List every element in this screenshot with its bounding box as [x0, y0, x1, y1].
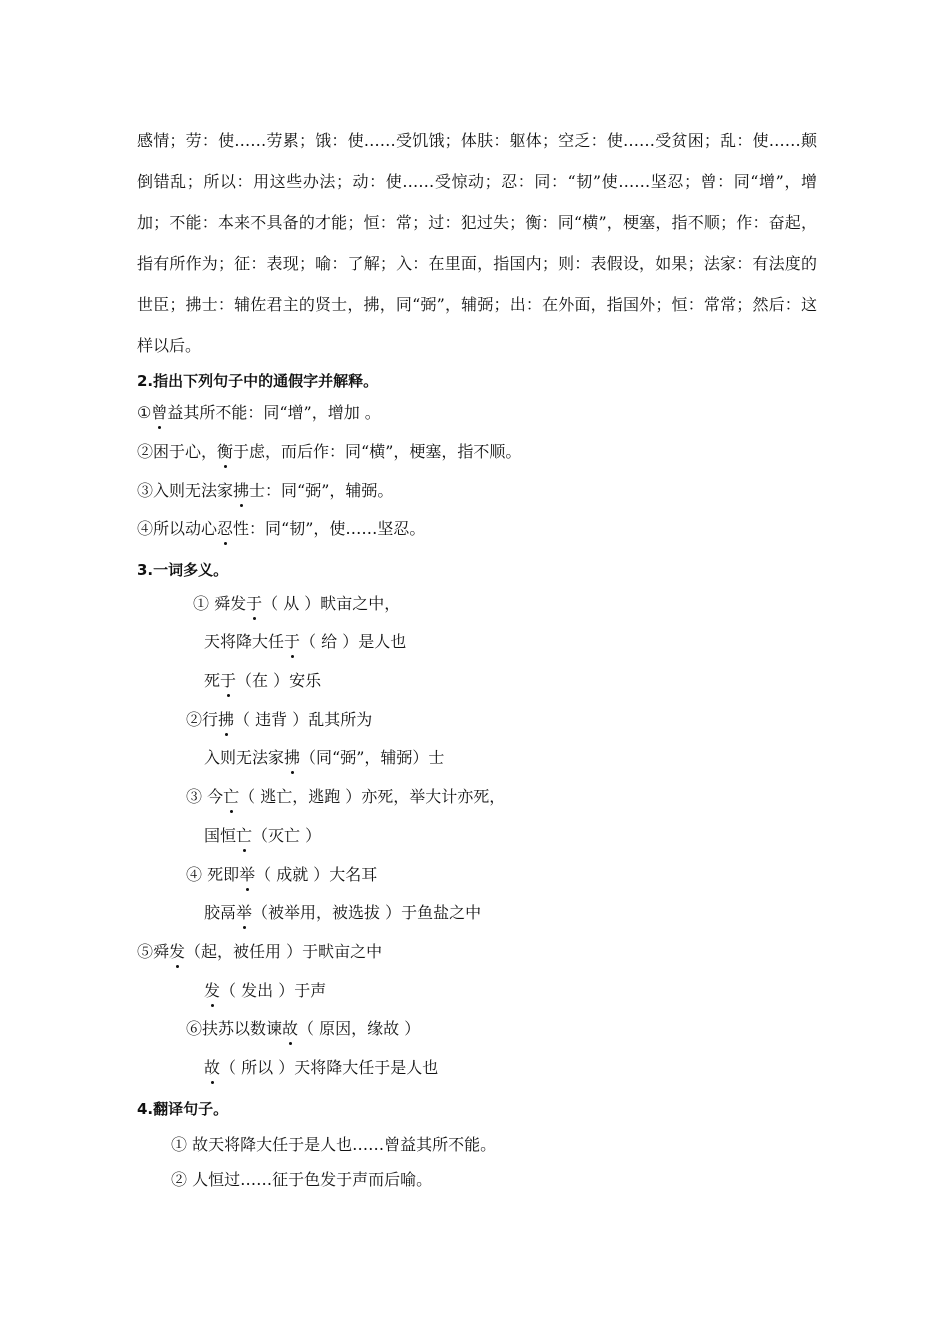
line-text-post: （ 违背 ）乱其所为	[234, 710, 373, 729]
q4-item-2: ② 人恒过……征于色发于声而后喻。	[171, 1170, 433, 1189]
item-text-post: 士：同“弼”，辅弼。	[249, 481, 394, 500]
item-number: ③	[137, 481, 154, 500]
dotted-char: 曾	[151, 403, 168, 422]
q3-heading: 3.一词多义。	[137, 561, 229, 579]
line-text-pre: 死	[204, 671, 221, 690]
q3-line-7	[204, 826, 321, 846]
dotted-char: 拂	[284, 748, 301, 767]
q2-item-3	[137, 481, 393, 501]
line-text-post: （ 给 ）是人也	[300, 632, 407, 651]
item-text-post: 性：同“韧”，使……坚忍。	[233, 519, 426, 538]
line-text-post: （ 成就 ）大名耳	[255, 865, 378, 884]
line-text-pre: ① 舜发	[193, 594, 247, 613]
dotted-char: 拂	[218, 710, 235, 729]
line-text-pre: 国恒	[204, 826, 237, 845]
line-text-post: （在 ）安乐	[236, 671, 322, 690]
dotted-char: 举	[236, 903, 253, 922]
dotted-char: 故	[204, 1058, 221, 1077]
q3-line-9	[204, 903, 481, 923]
dotted-char: 于	[284, 632, 301, 651]
dotted-char: 于	[220, 671, 237, 690]
line-text-post: （起，被任用 ）于畎亩之中	[185, 942, 383, 961]
dotted-char: 故	[282, 1019, 299, 1038]
q3-line-3	[204, 671, 321, 691]
line-text-post: （ 所以 ）天将降大任于是人也	[220, 1058, 439, 1077]
q3-line-13	[204, 1058, 438, 1078]
line-text-pre: ④ 死即	[186, 865, 240, 884]
item-text-pre: 困于心，	[153, 442, 218, 461]
line-text-post: （ 逃亡，逃跑 ）亦死，举大计亦死，	[239, 787, 506, 806]
item-text-post: 于虑，而后作：同“横”，梗塞，指不顺。	[233, 442, 522, 461]
q3-line-6	[186, 787, 505, 807]
q3-line-4	[186, 710, 372, 730]
line-text-post: （ 从 ）畎亩之中，	[262, 594, 401, 613]
item-text-post: 益其所不能：同“增”，增加 。	[167, 403, 381, 422]
dotted-char: 于	[246, 594, 263, 613]
line-text-pre: 天将降大任	[204, 632, 285, 651]
line-text-post: （同“弼”，辅弼）士	[300, 748, 445, 767]
dotted-char: 衡	[217, 442, 234, 461]
section1-paragraph: 感情；劳：使……劳累；饿：使……受饥饿；体肤：躯体；空乏：使……受贫困；乱：使……颠倒错乱；所以：用这些办法；动：使……受惊动；忍：同：“韧”使……坚忍；曾：同“增”，增加；不能：本来不具备的才能；恒：常；过：犯过失；衡：同“横”，梗塞，指不顺；作：奋起，指有所作为；征：表现；喻：了解；入：在里面，指国内；则：表假设，如果；法家：有法度的世臣；拂士：辅佐君主的贤士，拂，同“弼”，辅弼；出：在外面，指国外；恒：常常；然后：这样以后。	[137, 131, 817, 355]
q2-item-4	[137, 519, 425, 539]
item-text-pre: 所以动心	[153, 519, 218, 538]
dotted-char: 举	[239, 865, 256, 884]
item-number: ②	[137, 442, 154, 461]
item-number: ④	[137, 519, 154, 538]
q2-heading: 2.指出下列句子中的通假字并解释。	[137, 372, 379, 390]
line-text-post: （灭亡 ）	[252, 826, 322, 845]
q2-item-1	[137, 403, 381, 423]
q3-line-11	[204, 981, 326, 1001]
dotted-char: 忍	[217, 519, 234, 538]
q3-line-8	[186, 865, 377, 885]
q4-heading: 4.翻译句子。	[137, 1100, 229, 1118]
q2-item-2	[137, 442, 521, 462]
q3-line-12	[186, 1019, 420, 1039]
line-text-pre: ⑤舜	[137, 942, 170, 961]
dotted-char: 亡	[236, 826, 253, 845]
q3-line-2	[204, 632, 406, 652]
dotted-char: 拂	[233, 481, 250, 500]
line-text-pre: ⑥扶苏以数谏	[186, 1019, 283, 1038]
q3-line-1	[193, 594, 400, 614]
q3-line-5	[204, 748, 444, 768]
q3-line-10	[137, 942, 382, 962]
item-number: ①	[137, 403, 152, 422]
line-text-pre: ②行	[186, 710, 219, 729]
line-text-post: （ 原因，缘故 ）	[298, 1019, 421, 1038]
q4-item-1: ① 故天将降大任于是人也……曾益其所不能。	[171, 1135, 497, 1154]
line-text-post: （被举用，被选拔 ）于鱼盐之中	[252, 903, 482, 922]
dotted-char: 亡	[223, 787, 240, 806]
line-text-post: （ 发出 ）于声	[220, 981, 327, 1000]
dotted-char: 发	[204, 981, 221, 1000]
line-text-pre: ③ 今	[186, 787, 224, 806]
dotted-char: 发	[169, 942, 186, 961]
line-text-pre: 胶鬲	[204, 903, 237, 922]
item-text-pre: 入则无法家	[153, 481, 234, 500]
line-text-pre: 入则无法家	[204, 748, 285, 767]
